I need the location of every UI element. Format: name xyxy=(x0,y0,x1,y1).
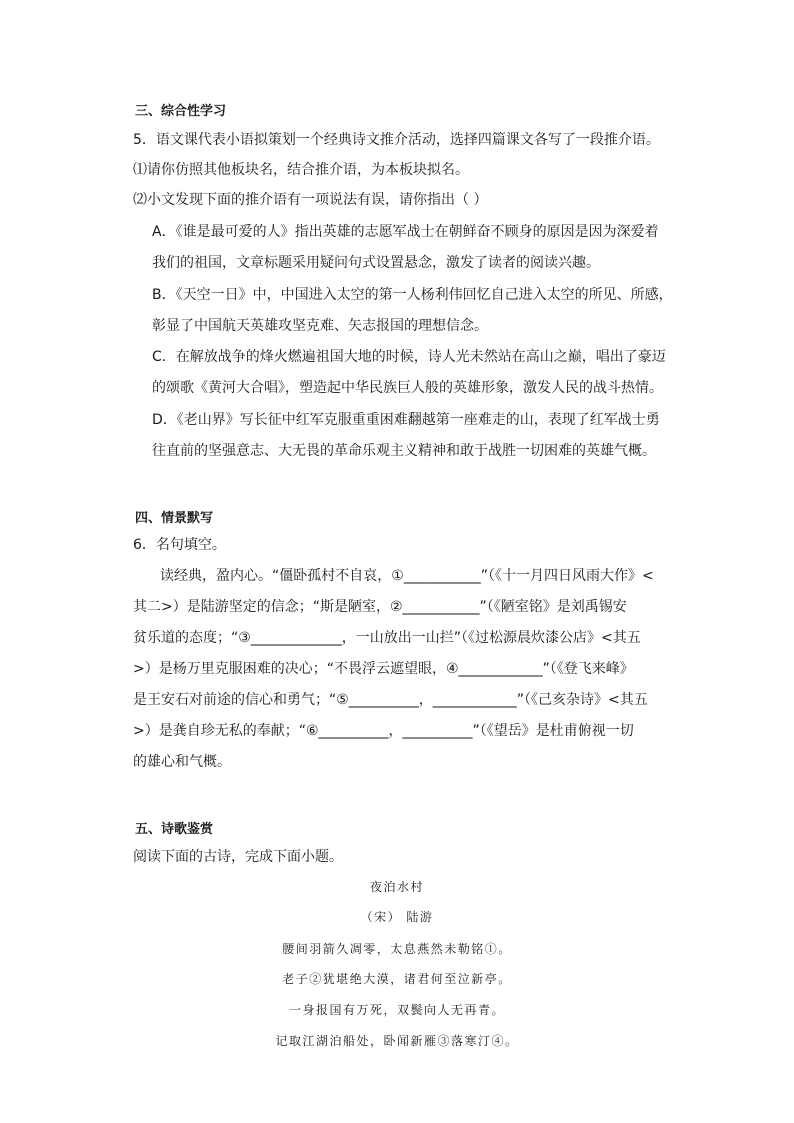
poem-verse-3: 一身报国有万死，双鬓向人无再青。 xyxy=(288,1003,505,1017)
question-5: 5．语文课代表小语拟策划一个经典诗文推介活动，选择四篇课文各写了一段推介语。 xyxy=(133,132,660,148)
subquestion-2: ⑵小文发现下面的推介语有一项说法有误，请你指出（ ） xyxy=(133,192,488,208)
fill-line-4: >）是杨万里克服困难的决心；“不畏浮云遮望眼，④____________”（《登飞来峰》 xyxy=(133,661,634,677)
fill-line-2: 其二>）是陆游坚定的信念；“斯是陋室，②___________”（《陋室铭》是刘禹锡安 xyxy=(133,599,627,615)
poem-author: （宋） 陆游 xyxy=(360,910,434,924)
fill-line-7: 的雄心和气概。 xyxy=(133,754,231,770)
poem-verse-2: 老子②犹堪绝大漠，诸君何至泣新亭。 xyxy=(282,972,512,986)
poem-verse-4: 记取江湖泊船处，卧闻新雁③落寒汀④。 xyxy=(275,1034,519,1048)
fill-line-3: 贫乐道的态度；“③_____________，一山放出一山拦”（《过松源晨炊漆公店》<其五 xyxy=(133,630,641,646)
fill-line-5: 是王安石对前途的信心和勇气；“⑤__________，____________”（《己亥杂诗》<其五 xyxy=(133,692,648,708)
option-b-line1: B．《天空一日》中，中国进入太空的第一人杨利伟回忆自己进入太空的所见、所感， xyxy=(152,287,673,303)
section3-heading: 三、综合性学习 xyxy=(135,104,227,119)
subquestion-1: ⑴请你仿照其他板块名，结合推介语，为本板块拟名。 xyxy=(133,162,469,178)
poem-intro: 阅读下面的古诗，完成下面小题。 xyxy=(133,849,343,865)
option-a-line1: A．《谁是最可爱的人》指出英雄的志愿军战士在朝鲜奋不顾身的原因是因为深爱着 xyxy=(152,224,659,240)
section4-heading: 四、情景默写 xyxy=(135,511,214,526)
fill-line-1: 读经典，盈内心。“僵卧孤村不自哀，①___________”（《十一月四日风雨大作》< xyxy=(160,568,654,584)
fill-line-6: >）是龚自珍无私的奉献；“⑥__________，__________”（《望岳》是杜甫俯视一切 xyxy=(133,723,634,739)
section5-heading: 五、诗歌鉴赏 xyxy=(135,822,214,837)
option-d-line1: D．《老山界》写长征中红军克服重重困难翻越第一座难走的山，表现了红军战士勇 xyxy=(152,412,660,428)
poem-verse-1: 腰间羽箭久凋零，太息燕然未勒铭①。 xyxy=(282,942,512,956)
question-6: 6．名句填空。 xyxy=(133,537,226,553)
option-a-line2: 我们的祖国，文章标题采用疑问句式设置悬念，激发了读者的阅读兴趣。 xyxy=(152,255,600,271)
option-c-line1: C．在解放战争的烽火燃遍祖国大地的时候，诗人光未然站在高山之巅，唱出了豪迈 xyxy=(152,349,666,365)
option-b-line2: 彰显了中国航天英雄攻坚克难、矢志报国的理想信念。 xyxy=(152,318,488,334)
option-c-line2: 的颂歌《黄河大合唱》，塑造起中华民族巨人般的英雄形象，激发人民的战斗热情。 xyxy=(152,380,663,396)
poem-title: 夜泊水村 xyxy=(369,880,424,894)
option-d-line2: 往直前的坚强意志、大无畏的革命乐观主义精神和敢于战胜一切困难的英雄气概。 xyxy=(152,443,656,459)
